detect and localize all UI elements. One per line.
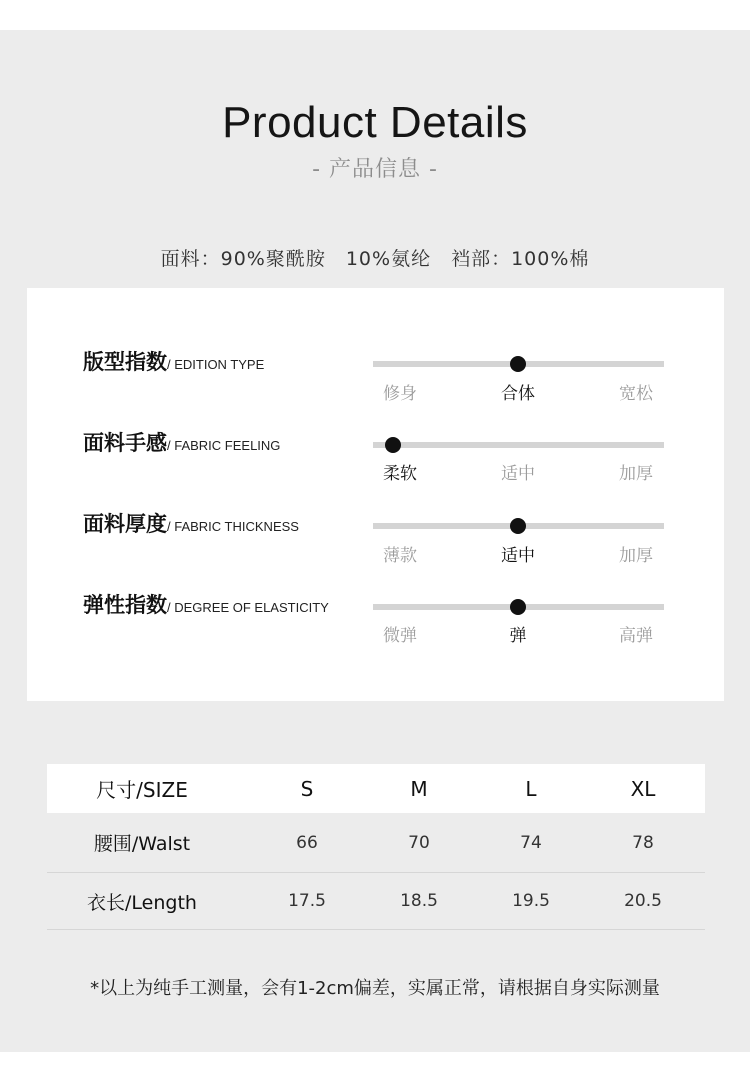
index-row-fabric-thickness xyxy=(27,508,724,568)
table-row-label: 腰围/Walst xyxy=(93,833,191,855)
index-title xyxy=(83,427,280,457)
index-marker xyxy=(510,518,526,534)
size-table-header xyxy=(47,764,705,813)
index-title-en: / EDITION TYPE xyxy=(167,357,265,372)
index-title-cn: 弹性指数 xyxy=(83,593,167,617)
measurement-note: *以上为纯手工测量，会有1-2cm偏差，实属正常，请根据自身实际测量 xyxy=(90,978,660,999)
index-panel xyxy=(27,288,724,701)
size-header-xl: XL xyxy=(630,776,656,801)
index-option-label: 柔软 xyxy=(383,464,417,484)
size-table xyxy=(47,764,705,930)
index-option-label: 微弹 xyxy=(383,626,417,646)
index-option-label: 加厚 xyxy=(619,464,653,484)
table-row-label: 衣长/Length xyxy=(87,891,197,914)
size-header-s: S xyxy=(300,776,314,801)
page-title: Product Details xyxy=(222,98,528,147)
index-title xyxy=(83,589,329,619)
index-title xyxy=(83,508,299,538)
table-cell: 74 xyxy=(520,832,542,853)
index-title-en: / FABRIC FEELING xyxy=(167,438,281,453)
table-cell: 66 xyxy=(296,832,318,853)
index-track xyxy=(373,442,664,448)
index-row-elasticity xyxy=(27,589,724,649)
index-row-edition-type xyxy=(27,346,724,406)
index-marker xyxy=(385,437,401,453)
table-cell: 70 xyxy=(408,832,430,853)
index-option-label: 适中 xyxy=(501,464,535,484)
index-option-label: 弹 xyxy=(509,626,527,646)
index-title-en: / FABRIC THICKNESS xyxy=(167,519,299,534)
index-title xyxy=(83,346,264,376)
index-option-label: 薄款 xyxy=(383,546,417,566)
page-subtitle: - 产品信息 - xyxy=(312,157,438,182)
index-title-en: / DEGREE OF ELASTICITY xyxy=(167,600,329,615)
size-header-l: L xyxy=(525,776,537,801)
table-row xyxy=(47,813,705,873)
table-cell: 78 xyxy=(632,832,654,853)
table-cell: 18.5 xyxy=(400,891,438,911)
index-option-label: 高弹 xyxy=(619,626,653,646)
index-option-label: 合体 xyxy=(501,384,535,404)
index-title-cn: 面料手感 xyxy=(83,431,167,455)
index-title-cn: 面料厚度 xyxy=(83,512,167,536)
index-option-label: 修身 xyxy=(383,384,417,404)
index-row-fabric-feeling xyxy=(27,427,724,487)
index-option-label: 加厚 xyxy=(619,546,653,566)
table-cell: 17.5 xyxy=(288,891,326,911)
size-header-m: M xyxy=(410,776,428,801)
index-option-label: 宽松 xyxy=(619,384,653,404)
index-marker xyxy=(510,356,526,372)
index-title-cn: 版型指数 xyxy=(83,350,167,374)
material-composition: 面料：90%聚酰胺 10%氨纶 裆部：100%棉 xyxy=(160,248,590,270)
size-header-label: 尺寸/SIZE xyxy=(96,778,188,802)
index-marker xyxy=(510,599,526,615)
table-cell: 20.5 xyxy=(624,891,662,911)
index-option-label: 适中 xyxy=(501,546,535,566)
table-cell: 19.5 xyxy=(512,891,550,911)
table-row xyxy=(47,873,705,930)
